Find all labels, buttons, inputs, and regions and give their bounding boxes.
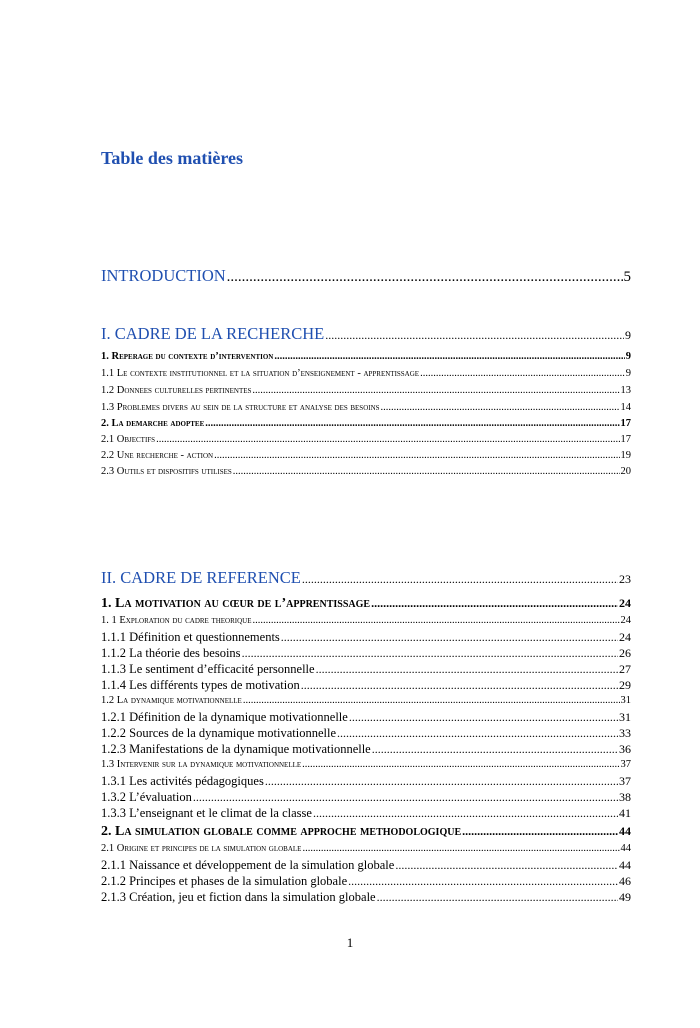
toc-entry-label: 1.3.2 L’évaluation: [101, 790, 192, 804]
toc-entry-page: 49: [619, 890, 631, 904]
toc-entry-page: 26: [619, 646, 631, 660]
toc-entry-1-1-2[interactable]: [101, 646, 631, 661]
toc-entry-label: 1.1.3 Le sentiment d’efficacité personnelle: [101, 662, 315, 676]
toc-entry-page: 5: [623, 269, 631, 285]
toc-entry-1-1-1[interactable]: [101, 630, 631, 645]
toc-entry-page: 24: [619, 596, 631, 610]
toc-entry-1-3[interactable]: [101, 402, 631, 413]
toc-entry-2-1-3[interactable]: [101, 890, 631, 905]
toc-entry-demarche[interactable]: [101, 418, 631, 429]
toc-entry-page: 9: [625, 368, 631, 379]
toc-entry-2-1-origine[interactable]: [101, 843, 631, 854]
page-number: 1: [346, 935, 354, 950]
toc-entry-page: 14: [620, 402, 631, 413]
toc-entry-cadre-reference[interactable]: [101, 568, 631, 588]
toc-entry-page: 31: [619, 710, 631, 724]
toc-entry-page: 44: [620, 843, 631, 854]
toc-entry-page: 24: [619, 630, 631, 644]
toc-entry-reperage[interactable]: [101, 351, 631, 362]
toc-entry-label: 1. 1 Exploration du cadre theorique: [101, 615, 252, 626]
toc-entry-label: 1.1 Le contexte institutionnel et la situation d’enseignement - apprentissage: [101, 368, 420, 379]
toc-entry-label: II. CADRE DE REFERENCE: [101, 568, 301, 587]
toc-entry-cadre-recherche[interactable]: [101, 324, 631, 344]
toc-entry-page: 23: [619, 572, 631, 586]
toc-entry-1-1[interactable]: [101, 368, 631, 379]
toc-entry-label: 2.1.3 Création, jeu et fiction dans la simulation globale: [101, 890, 376, 904]
toc-entry-page: 17: [620, 418, 631, 429]
toc-entry-2-1[interactable]: [101, 434, 631, 445]
toc-entry-1-1-exploration[interactable]: [101, 615, 631, 626]
toc-entry-page: 33: [619, 726, 631, 740]
toc-entry-2-3[interactable]: [101, 466, 631, 477]
toc-title: Table des matières: [101, 148, 243, 168]
toc-entry-label: 1.2 Donnees culturelles pertinentes: [101, 385, 252, 396]
toc-entry-label: 1.1.1 Définition et questionnements: [101, 630, 280, 644]
toc-entry-label: 1.1.4 Les différents types de motivation: [101, 678, 300, 692]
toc-entry-1-1-3[interactable]: [101, 662, 631, 677]
toc-entry-label: 1.3.3 L’enseignant et le climat de la classe: [101, 806, 312, 820]
toc-entry-label: 1. La motivation au cœur de l’apprentissage: [101, 596, 371, 611]
toc-entry-label: INTRODUCTION: [101, 266, 226, 285]
toc-entry-label: 2.2 Une recherche - action: [101, 450, 214, 461]
toc-entry-page: 29: [619, 678, 631, 692]
toc-entry-label: 2. La simulation globale comme approche methodologique: [101, 824, 462, 839]
toc-entry-label: 1.1.2 La théorie des besoins: [101, 646, 241, 660]
toc-entry-2-1-2[interactable]: [101, 874, 631, 889]
toc-entry-label: 2.3 Outils et dispositifs utilises: [101, 466, 232, 477]
toc-entry-label: 1.3 Intervenir sur la dynamique motivationnelle: [101, 759, 302, 770]
toc-entry-page: 41: [619, 806, 631, 820]
toc-entry-simulation[interactable]: [101, 824, 631, 840]
toc-entry-label: 1.3 Problemes divers au sein de la structure et analyse des besoins: [101, 402, 380, 413]
toc-entry-page: 44: [619, 858, 631, 872]
toc-entry-page: 37: [620, 759, 631, 770]
toc-entry-motivation[interactable]: [101, 596, 631, 612]
toc-entry-page: 44: [619, 824, 631, 838]
toc-entry-label: 2.1 Objectifs: [101, 434, 156, 445]
toc-entry-introduction[interactable]: [101, 266, 631, 286]
toc-entry-2-2[interactable]: [101, 450, 631, 461]
toc-entry-1-3-1[interactable]: [101, 774, 631, 789]
toc-entry-label: 1. Reperage du contexte d’intervention: [101, 351, 274, 362]
toc-entry-label: 2.1 Origine et principes de la simulation globale: [101, 843, 302, 854]
toc-entry-page: 37: [619, 774, 631, 788]
toc-entry-page: 9: [625, 351, 631, 362]
toc-entry-page: 31: [620, 695, 631, 706]
toc-entry-page: 17: [620, 434, 631, 445]
toc-entry-1-3-2[interactable]: [101, 790, 631, 805]
toc-entry-label: 1.3.1 Les activités pédagogiques: [101, 774, 264, 788]
toc-entry-page: 38: [619, 790, 631, 804]
toc-entry-page: 20: [620, 466, 631, 477]
toc-entry-page: 19: [620, 450, 631, 461]
toc-entry-label: I. CADRE DE LA RECHERCHE: [101, 324, 325, 343]
toc-entry-1-2-3[interactable]: [101, 742, 631, 757]
toc-entry-page: 24: [620, 615, 631, 626]
toc-entry-label: 2. La demarche adoptee: [101, 418, 205, 429]
toc-entry-label: 1.2 La dynamique motivationnelle: [101, 695, 242, 706]
toc-entry-label: 2.1.2 Principes et phases de la simulation globale: [101, 874, 348, 888]
toc-entry-1-3-3[interactable]: [101, 806, 631, 821]
toc-entry-1-2-1[interactable]: [101, 710, 631, 725]
toc-entry-1-1-4[interactable]: [101, 678, 631, 693]
toc-entry-page: 9: [625, 328, 631, 342]
toc-entry-2-1-1[interactable]: [101, 858, 631, 873]
toc-entry-page: 13: [620, 385, 631, 396]
toc-entry-1-2-dynamique[interactable]: [101, 695, 631, 706]
toc-entry-page: 27: [619, 662, 631, 676]
toc-entry-1-2[interactable]: [101, 385, 631, 396]
toc-entry-page: 36: [619, 742, 631, 756]
toc-entry-page: 46: [619, 874, 631, 888]
toc-entry-label: 2.1.1 Naissance et développement de la simulation globale: [101, 858, 395, 872]
toc-entry-1-3-intervenir[interactable]: [101, 759, 631, 770]
toc-entry-label: 1.2.2 Sources de la dynamique motivationnelle: [101, 726, 337, 740]
toc-entry-1-2-2[interactable]: [101, 726, 631, 741]
toc-entry-label: 1.2.3 Manifestations de la dynamique motivationnelle: [101, 742, 371, 756]
toc-entry-label: 1.2.1 Définition de la dynamique motivationnelle: [101, 710, 348, 724]
